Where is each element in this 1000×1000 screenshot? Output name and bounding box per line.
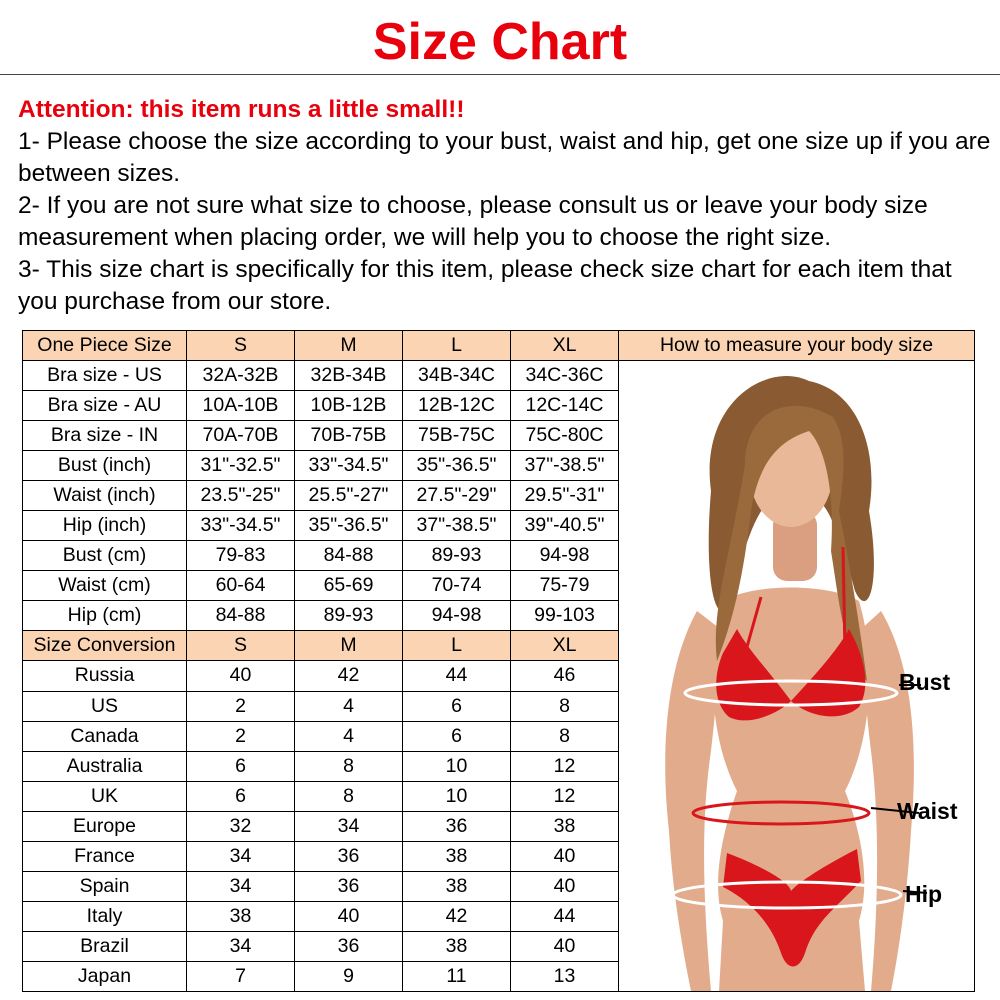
value-cell: 8 bbox=[295, 751, 403, 781]
value-cell: 2 bbox=[187, 721, 295, 751]
value-cell: 42 bbox=[403, 901, 511, 931]
waist-label: Waist bbox=[897, 798, 958, 824]
value-cell: 38 bbox=[511, 811, 619, 841]
value-cell: 60-64 bbox=[187, 571, 295, 601]
value-cell: 40 bbox=[511, 931, 619, 961]
row-label-cell: Spain bbox=[23, 871, 187, 901]
value-cell: 65-69 bbox=[295, 571, 403, 601]
value-cell: 25.5"-27" bbox=[295, 481, 403, 511]
value-cell: XL bbox=[511, 631, 619, 661]
measure-figure-cell bbox=[619, 361, 975, 992]
value-cell: 36 bbox=[295, 841, 403, 871]
value-cell: 40 bbox=[295, 901, 403, 931]
value-cell: 84-88 bbox=[295, 541, 403, 571]
value-cell: 6 bbox=[403, 691, 511, 721]
value-cell: 34C-36C bbox=[511, 361, 619, 391]
value-cell: 31"-32.5" bbox=[187, 451, 295, 481]
title-divider bbox=[0, 74, 1000, 75]
value-cell: 8 bbox=[295, 781, 403, 811]
value-cell: 89-93 bbox=[295, 601, 403, 631]
note-2: 2- If you are not sure what size to choose, please consult us or leave your body size measurement when placing order, we will help you to choose the right size. bbox=[18, 192, 928, 251]
note-1: 1- Please choose the size according to your bust, waist and hip, get one size up if you are between sizes. bbox=[18, 128, 991, 187]
value-cell: 10B-12B bbox=[295, 391, 403, 421]
value-cell: 94-98 bbox=[511, 541, 619, 571]
value-cell: 34 bbox=[187, 931, 295, 961]
value-cell: 12 bbox=[511, 751, 619, 781]
row-label-cell: Bra size - US bbox=[23, 361, 187, 391]
value-cell: 12C-14C bbox=[511, 391, 619, 421]
hip-label: Hip bbox=[905, 881, 943, 907]
value-cell: 42 bbox=[295, 661, 403, 691]
value-cell: 44 bbox=[403, 661, 511, 691]
value-cell: S bbox=[187, 331, 295, 361]
value-cell: 33"-34.5" bbox=[187, 511, 295, 541]
value-cell: 33"-34.5" bbox=[295, 451, 403, 481]
value-cell: 75-79 bbox=[511, 571, 619, 601]
value-cell: 6 bbox=[187, 751, 295, 781]
value-cell: 6 bbox=[403, 721, 511, 751]
value-cell: 94-98 bbox=[403, 601, 511, 631]
value-cell: 70B-75B bbox=[295, 421, 403, 451]
row-label-cell: Russia bbox=[23, 661, 187, 691]
size-header-row bbox=[23, 331, 975, 361]
value-cell: 32 bbox=[187, 811, 295, 841]
size-chart-table bbox=[22, 330, 975, 992]
value-cell: 40 bbox=[187, 661, 295, 691]
value-cell: 11 bbox=[403, 961, 511, 991]
value-cell: 4 bbox=[295, 691, 403, 721]
value-cell: 38 bbox=[187, 901, 295, 931]
value-cell: 9 bbox=[295, 961, 403, 991]
row-label-cell: France bbox=[23, 841, 187, 871]
value-cell: 6 bbox=[187, 781, 295, 811]
value-cell: 7 bbox=[187, 961, 295, 991]
row-label-cell: Waist (cm) bbox=[23, 571, 187, 601]
value-cell: 8 bbox=[511, 721, 619, 751]
row-label-cell: Bust (cm) bbox=[23, 541, 187, 571]
value-cell: 38 bbox=[403, 871, 511, 901]
value-cell: 4 bbox=[295, 721, 403, 751]
attention-note: Attention: this item runs a little small!! bbox=[18, 96, 465, 123]
row-label-cell: Japan bbox=[23, 961, 187, 991]
value-cell: 36 bbox=[403, 811, 511, 841]
row-label-cell: Australia bbox=[23, 751, 187, 781]
notes-block bbox=[18, 94, 993, 318]
value-cell: L bbox=[403, 631, 511, 661]
size-row bbox=[23, 361, 975, 391]
value-cell: 40 bbox=[511, 841, 619, 871]
bust-label: Bust bbox=[899, 669, 951, 695]
page-title: Size Chart bbox=[372, 13, 628, 71]
value-cell: 34B-34C bbox=[403, 361, 511, 391]
row-label-cell: Bra size - AU bbox=[23, 391, 187, 421]
row-label-cell: Europe bbox=[23, 811, 187, 841]
value-cell: 70-74 bbox=[403, 571, 511, 601]
value-cell: 46 bbox=[511, 661, 619, 691]
row-label-cell: One Piece Size bbox=[23, 331, 187, 361]
row-label-cell: US bbox=[23, 691, 187, 721]
value-cell: 12 bbox=[511, 781, 619, 811]
value-cell: 37"-38.5" bbox=[511, 451, 619, 481]
value-cell: 29.5"-31" bbox=[511, 481, 619, 511]
measure-header-cell: How to measure your body size bbox=[619, 331, 975, 361]
value-cell: 13 bbox=[511, 961, 619, 991]
body-measurement-figure bbox=[619, 361, 973, 991]
value-cell: 36 bbox=[295, 871, 403, 901]
value-cell: 35"-36.5" bbox=[295, 511, 403, 541]
value-cell: 2 bbox=[187, 691, 295, 721]
value-cell: 39"-40.5" bbox=[511, 511, 619, 541]
row-label-cell: Hip (inch) bbox=[23, 511, 187, 541]
value-cell: 40 bbox=[511, 871, 619, 901]
value-cell: 10 bbox=[403, 781, 511, 811]
row-label-cell: Bra size - IN bbox=[23, 421, 187, 451]
value-cell: 27.5"-29" bbox=[403, 481, 511, 511]
value-cell: XL bbox=[511, 331, 619, 361]
value-cell: 32A-32B bbox=[187, 361, 295, 391]
value-cell: 10 bbox=[403, 751, 511, 781]
value-cell: 37"-38.5" bbox=[403, 511, 511, 541]
value-cell: 36 bbox=[295, 931, 403, 961]
row-label-cell: Bust (inch) bbox=[23, 451, 187, 481]
value-cell: 8 bbox=[511, 691, 619, 721]
value-cell: 79-83 bbox=[187, 541, 295, 571]
value-cell: 38 bbox=[403, 841, 511, 871]
value-cell: 32B-34B bbox=[295, 361, 403, 391]
value-cell: 38 bbox=[403, 931, 511, 961]
value-cell: 99-103 bbox=[511, 601, 619, 631]
value-cell: 84-88 bbox=[187, 601, 295, 631]
value-cell: S bbox=[187, 631, 295, 661]
value-cell: 34 bbox=[295, 811, 403, 841]
value-cell: 23.5"-25" bbox=[187, 481, 295, 511]
value-cell: 34 bbox=[187, 871, 295, 901]
value-cell: 12B-12C bbox=[403, 391, 511, 421]
value-cell: 70A-70B bbox=[187, 421, 295, 451]
row-label-cell: Canada bbox=[23, 721, 187, 751]
value-cell: 10A-10B bbox=[187, 391, 295, 421]
value-cell: 35"-36.5" bbox=[403, 451, 511, 481]
note-3: 3- This size chart is specifically for this item, please check size chart for each item that you purchase from our store. bbox=[18, 256, 952, 315]
row-label-cell: Italy bbox=[23, 901, 187, 931]
row-label-cell: UK bbox=[23, 781, 187, 811]
value-cell: M bbox=[295, 631, 403, 661]
value-cell: 44 bbox=[511, 901, 619, 931]
row-label-cell: Hip (cm) bbox=[23, 601, 187, 631]
value-cell: M bbox=[295, 331, 403, 361]
row-label-cell: Size Conversion bbox=[23, 631, 187, 661]
row-label-cell: Waist (inch) bbox=[23, 481, 187, 511]
value-cell: 75B-75C bbox=[403, 421, 511, 451]
value-cell: 34 bbox=[187, 841, 295, 871]
value-cell: 89-93 bbox=[403, 541, 511, 571]
row-label-cell: Brazil bbox=[23, 931, 187, 961]
value-cell: 75C-80C bbox=[511, 421, 619, 451]
value-cell: L bbox=[403, 331, 511, 361]
